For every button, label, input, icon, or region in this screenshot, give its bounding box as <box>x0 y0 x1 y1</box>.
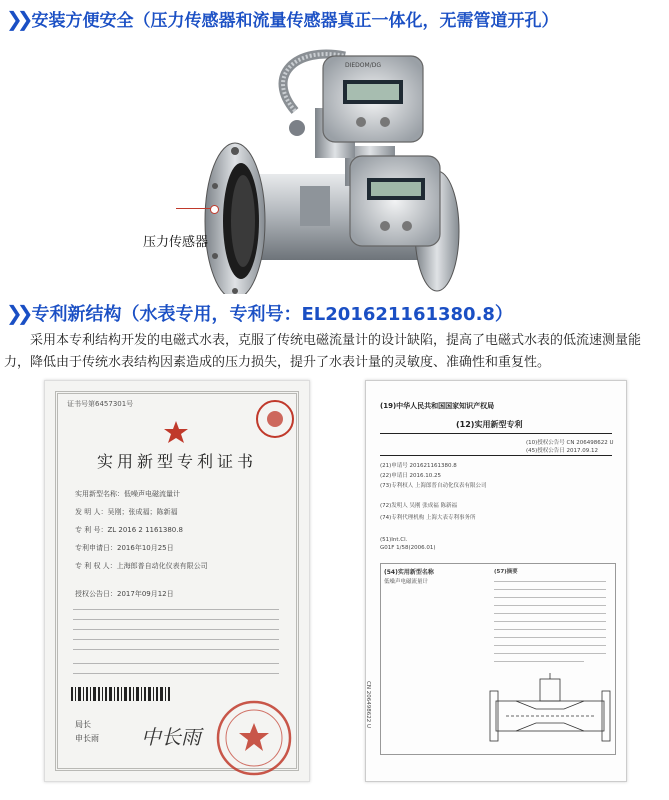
cert-line-1: 实用新型名称：低噪声电磁流量计 <box>75 490 180 498</box>
abstract-text-line <box>494 629 606 630</box>
section-title-text: 专利新结构（水表专用，专利号：EL201621161380.8） <box>31 304 513 325</box>
cert-line-2: 发 明 人：吴刚；张成福；陈新福 <box>75 508 178 516</box>
cert-body-line <box>73 619 279 620</box>
gazette-rule <box>380 455 612 456</box>
patent-certificate <box>44 380 310 782</box>
pressure-sensor-label: 压力传感器 <box>143 235 209 250</box>
abstract-text-line <box>494 605 606 606</box>
flowmeter-illustration <box>145 36 485 294</box>
signature-label-name: 申长雨 <box>75 734 99 743</box>
section-title-patent <box>6 300 513 326</box>
signature: 中长雨 <box>141 725 201 749</box>
cert-body-line <box>73 673 279 674</box>
double-chevron-icon: ❯❯ <box>6 6 28 31</box>
abstract-text-line <box>494 645 606 646</box>
gazette-field-2: (22)申请日 2016.10.25 <box>380 473 442 479</box>
abstract-text-line <box>494 613 606 614</box>
gazette-header: (19)中华人民共和国国家知识产权局 <box>380 402 495 410</box>
abstract-text-line <box>494 637 606 638</box>
cert-body-line <box>73 639 279 640</box>
abstract-text-line <box>494 597 606 598</box>
section-title-text: 安装方便安全（压力传感器和流量传感器真正一体化，无需管道开孔） <box>31 11 559 31</box>
callout-dot <box>210 205 219 214</box>
gazette-field-1: (21)申请号 201621161380.8 <box>380 463 457 469</box>
gazette-field-4: (72)发明人 吴刚 张成福 陈新福 <box>380 503 458 509</box>
abstract-text-line <box>494 661 584 662</box>
patent-description: 采用本专利结构开发的电磁式水表，克服了传统电磁流量计的设计缺陷，提高了电磁式水表的低流速测量能力，降低由于传统水表结构因素造成的压力损失，提升了水表计量的灵敏度、准确性和重复性。 <box>4 333 642 370</box>
abstract-text-line <box>494 589 606 590</box>
cert-line-3: 专 利 号：ZL 2016 2 1161380.8 <box>75 526 183 534</box>
callout-line <box>176 208 212 209</box>
certificate-number: 证书号第6457301号 <box>67 400 134 408</box>
gazette-field-3: (73)专利权人 上海郎普自动化仪表有限公司 <box>380 483 487 489</box>
gazette-kind: (12)实用新型专利 <box>456 420 523 429</box>
barcode-icon <box>71 687 171 701</box>
section-title-installation <box>6 6 559 31</box>
abstract-name: 低噪声电磁流量计 <box>384 579 429 585</box>
cert-body-line <box>73 663 279 664</box>
abstract-title: (54)实用新型名称 <box>384 569 434 576</box>
abstract-text-line <box>494 621 606 622</box>
cert-body-line <box>73 609 279 610</box>
abstract-heading: (57)摘要 <box>494 569 518 575</box>
meter-brand-label: DIEDOM/DG <box>345 62 381 69</box>
abstract-text-line <box>494 581 606 582</box>
cert-line-4: 专利申请日：2016年10月25日 <box>75 544 174 552</box>
certificate-title: 实用新型专利证书 <box>96 452 257 471</box>
flowmeter-image <box>145 36 485 294</box>
patent-drawing <box>486 671 614 751</box>
cert-body-line <box>73 629 279 630</box>
gazette-field-6: (51)Int.Cl. <box>380 537 408 543</box>
gazette-pub-no: (10)授权公告号 CN 206498622 U <box>526 440 614 446</box>
gazette-field-7: G01F 1/58(2006.01) <box>380 545 436 551</box>
red-seal-icon <box>255 399 295 439</box>
emblem-icon <box>158 419 194 449</box>
gazette-side-code: CN 206498622 U <box>365 681 371 728</box>
signature-label-title: 局长 <box>75 720 91 729</box>
gazette-rule <box>380 433 612 434</box>
cert-line-6: 授权公告日：2017年09月12日 <box>75 590 174 598</box>
gazette-field-5: (74)专利代理机构 上海大表专利事务所 <box>380 515 476 521</box>
cert-line-5: 专 利 权 人：上海郎普自动化仪表有限公司 <box>75 562 208 570</box>
patent-gazette-page <box>365 380 627 782</box>
cert-body-line <box>73 649 279 650</box>
double-chevron-icon: ❯❯ <box>6 301 28 325</box>
abstract-text-line <box>494 653 606 654</box>
gazette-pub-date: (45)授权公告日 2017.09.12 <box>526 448 599 454</box>
national-seal-icon <box>215 699 293 777</box>
